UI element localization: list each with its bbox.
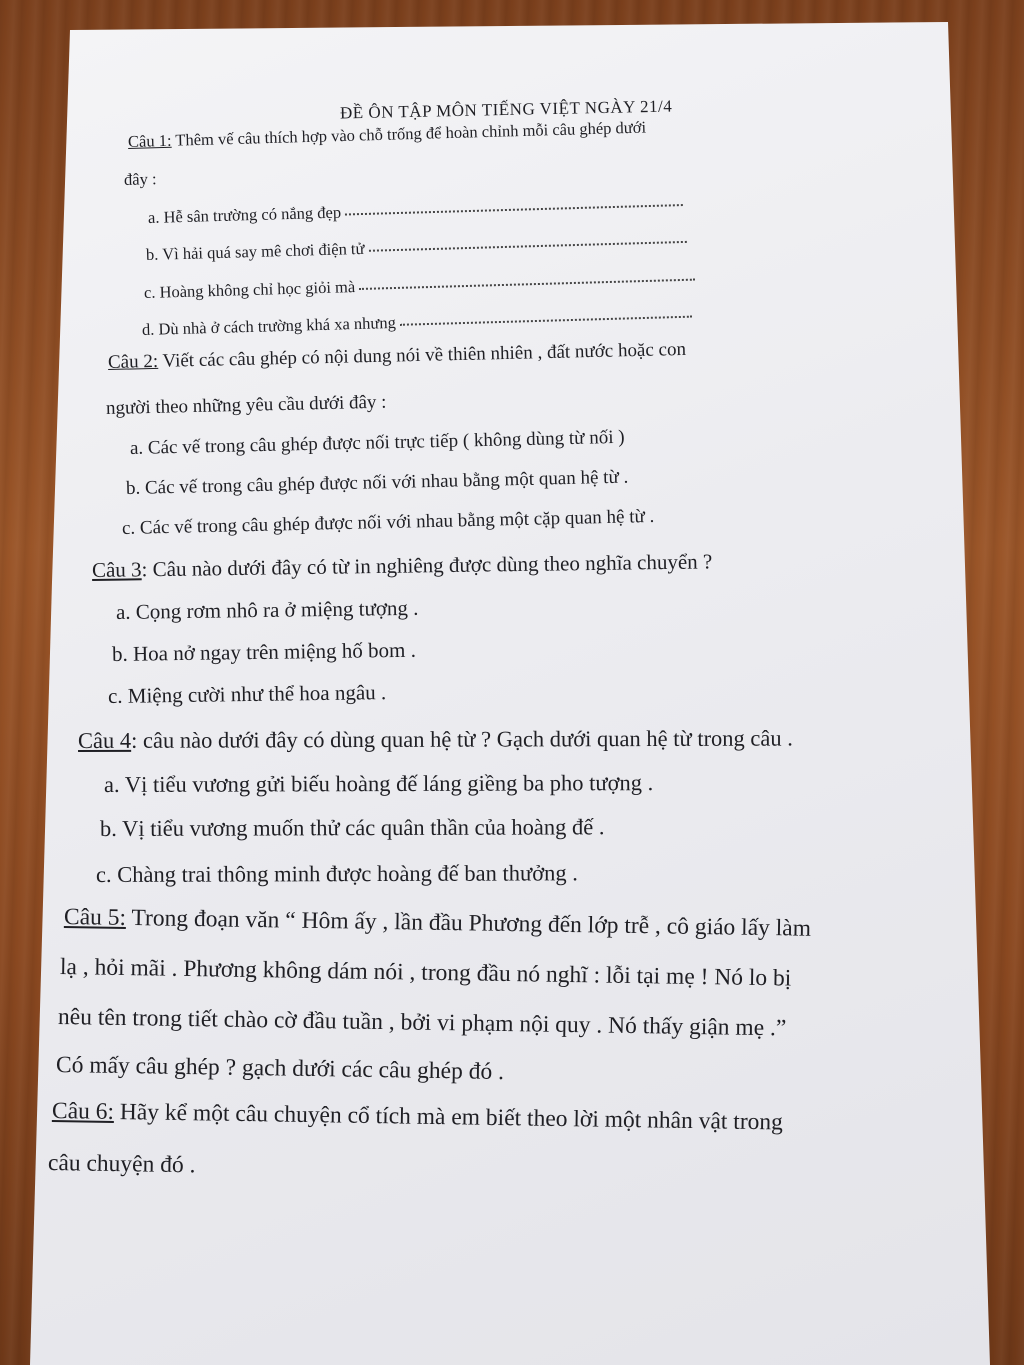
question-1-item-a-text: a. Hễ sân trường có nắng đẹp xyxy=(147,202,342,227)
question-3-item-b: b. Hoa nở ngay trên miệng hố bom . xyxy=(111,637,417,666)
question-6-text: Hãy kể một câu chuyện cổ tích mà em biết theo lời một nhân vật trong xyxy=(113,1098,784,1136)
question-1-label: Câu 1: xyxy=(127,130,172,151)
question-2-continuation: người theo những yêu cầu dưới đây : xyxy=(105,391,387,419)
question-4 xyxy=(78,726,793,754)
question-1-item-d-text: d. Dù nhà ở cách trường khá xa nhưng xyxy=(141,312,397,339)
question-4-text: : câu nào dưới đây có dùng quan hệ từ ? Gạch dưới quan hệ từ trong câu . xyxy=(131,725,793,753)
question-6-continuation: câu chuyện đó . xyxy=(47,1150,196,1179)
question-2-item-b: b. Các vế trong câu ghép được nối với nhau bằng một quan hệ từ . xyxy=(125,466,629,499)
question-3-text: : Câu nào dưới đây có từ in nghiêng được dùng theo nghĩa chuyển ? xyxy=(141,549,713,582)
question-3-item-c: c. Miệng cười như thể hoa ngâu . xyxy=(107,680,387,708)
question-3-label: Câu 3 xyxy=(91,557,142,582)
question-1-item-b-text: b. Vì hải quá say mê chơi điện tử xyxy=(145,238,365,264)
question-5-line-3: nêu tên trong tiết chào cờ đầu tuần , bởi vi phạm nội quy . Nó thấy giận mẹ .” xyxy=(57,1004,787,1042)
answer-blank xyxy=(345,202,683,215)
question-5-line-1: Trong đoạn văn “ Hôm ấy , lần đầu Phương đến lớp trễ , cô giáo lấy làm xyxy=(125,904,812,942)
answer-blank xyxy=(359,277,695,290)
question-4-item-a: a. Vị tiểu vương gửi biếu hoàng đế láng giềng ba pho tượng . xyxy=(103,770,654,797)
question-6-label: Câu 6: xyxy=(51,1098,115,1125)
page-title: ĐỀ ÔN TẬP MÔN TIẾNG VIỆT NGÀY 21/4 xyxy=(339,96,673,123)
question-4-item-b: b. Vị tiểu vương muốn thử các quân thần của hoàng đế . xyxy=(99,814,605,841)
question-1-text: Thêm vế câu thích hợp vào chỗ trống để hoàn chỉnh mỗi câu ghép dưới xyxy=(171,117,647,150)
question-4-label: Câu 4 xyxy=(77,727,132,753)
question-2-item-c: c. Các vế trong câu ghép được nối với nhau bằng một cặp quan hệ từ . xyxy=(121,505,655,539)
question-2-item-a: a. Các vế trong câu ghép được nối trực tiếp ( không dùng từ nối ) xyxy=(129,426,625,459)
question-2-label: Câu 2: xyxy=(107,350,159,373)
question-5-line-4: Có mấy câu ghép ? gạch dưới các câu ghép đó . xyxy=(55,1052,505,1086)
question-5-line-2: lạ , hỏi mãi . Phương không dám nói , trong đầu nó nghĩ : lỗi tại mẹ ! Nó lo bị xyxy=(59,954,792,992)
question-3-item-a: a. Cọng rơm nhô ra ở miệng tượng . xyxy=(115,595,419,624)
answer-blank xyxy=(368,239,686,252)
question-1-item-c-text: c. Hoàng không chỉ học giỏi mà xyxy=(143,277,356,302)
answer-blank xyxy=(400,314,692,326)
question-5-label: Câu 5: xyxy=(63,904,127,931)
question-1-continuation: đây : xyxy=(123,169,157,189)
question-4-item-c: c. Chàng trai thông minh được hoàng đế ban thưởng . xyxy=(95,860,578,887)
question-2-text: Viết các câu ghép có nội dung nói về thiên nhiên , đất nước hoặc con xyxy=(157,338,687,372)
